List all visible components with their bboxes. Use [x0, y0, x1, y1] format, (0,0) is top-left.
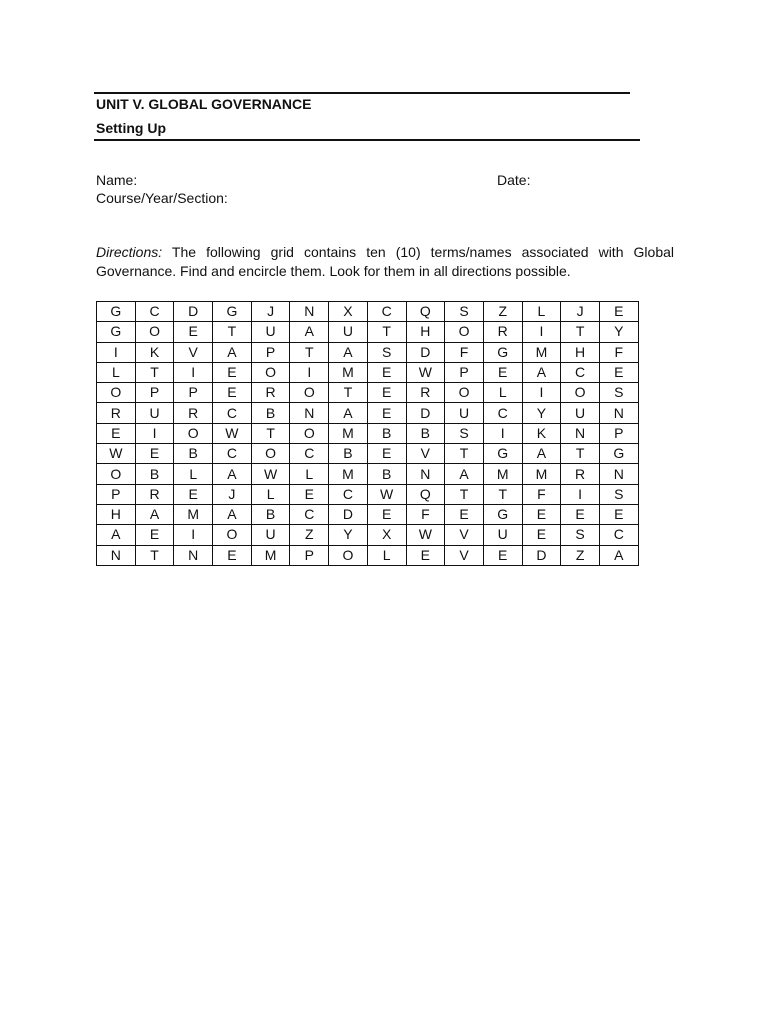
grid-cell[interactable]: W	[97, 444, 136, 464]
grid-cell[interactable]: N	[599, 403, 638, 423]
grid-cell[interactable]: E	[174, 484, 213, 504]
grid-cell[interactable]: V	[445, 525, 484, 545]
grid-cell[interactable]: E	[367, 504, 406, 524]
name-label: Name:	[96, 172, 138, 188]
grid-cell[interactable]: F	[406, 504, 445, 524]
word-search-grid	[96, 301, 639, 566]
grid-cell[interactable]: E	[213, 362, 252, 382]
grid-cell[interactable]: D	[329, 504, 368, 524]
grid-cell[interactable]: U	[329, 322, 368, 342]
grid-row	[97, 383, 639, 403]
grid-cell[interactable]: R	[174, 403, 213, 423]
grid-body	[97, 302, 639, 566]
grid-cell[interactable]: S	[599, 383, 638, 403]
bottom-rule	[94, 139, 640, 141]
grid-cell[interactable]: B	[329, 444, 368, 464]
grid-cell[interactable]: V	[174, 342, 213, 362]
grid-cell[interactable]: R	[135, 484, 174, 504]
grid-cell[interactable]: C	[599, 525, 638, 545]
grid-cell[interactable]: A	[213, 504, 252, 524]
grid-cell[interactable]: U	[251, 525, 290, 545]
grid-cell[interactable]: I	[561, 484, 600, 504]
grid-cell[interactable]: Y	[329, 525, 368, 545]
grid-cell[interactable]: I	[135, 423, 174, 443]
grid-cell[interactable]: L	[522, 302, 561, 322]
grid-row	[97, 545, 639, 565]
grid-cell[interactable]: E	[561, 504, 600, 524]
grid-cell[interactable]: E	[213, 383, 252, 403]
date-label: Date:	[497, 172, 531, 188]
grid-cell[interactable]: A	[135, 504, 174, 524]
grid-cell[interactable]: O	[329, 545, 368, 565]
grid-cell[interactable]: T	[290, 342, 329, 362]
grid-cell[interactable]: C	[290, 504, 329, 524]
grid-cell[interactable]: L	[251, 484, 290, 504]
grid-cell[interactable]: E	[135, 525, 174, 545]
grid-cell[interactable]: I	[174, 525, 213, 545]
grid-cell[interactable]: O	[213, 525, 252, 545]
grid-cell[interactable]: H	[97, 504, 136, 524]
grid-cell[interactable]: O	[174, 423, 213, 443]
grid-cell[interactable]: D	[522, 545, 561, 565]
grid-cell[interactable]: A	[290, 322, 329, 342]
grid-cell[interactable]: C	[290, 444, 329, 464]
grid-row	[97, 484, 639, 504]
grid-cell[interactable]: V	[406, 444, 445, 464]
directions-paragraph	[96, 243, 674, 281]
grid-cell[interactable]: L	[97, 362, 136, 382]
grid-cell[interactable]: T	[213, 322, 252, 342]
grid-cell[interactable]: S	[561, 525, 600, 545]
grid-row	[97, 504, 639, 524]
grid-cell[interactable]: W	[367, 484, 406, 504]
grid-cell[interactable]: S	[445, 423, 484, 443]
grid-cell[interactable]: R	[406, 383, 445, 403]
grid-cell[interactable]: P	[251, 342, 290, 362]
grid-cell[interactable]: G	[97, 322, 136, 342]
grid-cell[interactable]: P	[290, 545, 329, 565]
grid-cell[interactable]: N	[290, 403, 329, 423]
grid-cell[interactable]: O	[135, 322, 174, 342]
grid-cell[interactable]: D	[406, 403, 445, 423]
grid-cell[interactable]: E	[483, 545, 522, 565]
grid-cell[interactable]: T	[445, 444, 484, 464]
grid-cell[interactable]: U	[483, 525, 522, 545]
grid-cell[interactable]: C	[329, 484, 368, 504]
grid-cell[interactable]: E	[367, 444, 406, 464]
grid-row	[97, 362, 639, 382]
grid-cell[interactable]: M	[483, 464, 522, 484]
grid-cell[interactable]: T	[135, 545, 174, 565]
grid-cell[interactable]: E	[290, 484, 329, 504]
grid-cell[interactable]: I	[290, 362, 329, 382]
directions-label: Directions:	[96, 244, 163, 260]
grid-cell[interactable]: L	[483, 383, 522, 403]
grid-row	[97, 403, 639, 423]
grid-cell[interactable]: T	[561, 322, 600, 342]
grid-cell[interactable]: E	[213, 545, 252, 565]
grid-cell[interactable]: C	[135, 302, 174, 322]
grid-cell[interactable]: P	[174, 383, 213, 403]
grid-cell[interactable]: B	[406, 423, 445, 443]
grid-cell[interactable]: W	[406, 362, 445, 382]
grid-cell[interactable]: R	[483, 322, 522, 342]
grid-cell[interactable]: F	[445, 342, 484, 362]
grid-cell[interactable]: O	[290, 383, 329, 403]
grid-cell[interactable]: E	[599, 302, 638, 322]
grid-cell[interactable]: Q	[406, 302, 445, 322]
grid-cell[interactable]: D	[174, 302, 213, 322]
grid-cell[interactable]: I	[97, 342, 136, 362]
grid-cell[interactable]: N	[561, 423, 600, 443]
grid-cell[interactable]: N	[97, 545, 136, 565]
grid-cell[interactable]: S	[367, 342, 406, 362]
grid-cell[interactable]: R	[251, 383, 290, 403]
grid-cell[interactable]: V	[445, 545, 484, 565]
grid-cell[interactable]: R	[561, 464, 600, 484]
grid-cell[interactable]: T	[367, 322, 406, 342]
grid-cell[interactable]: N	[174, 545, 213, 565]
grid-cell[interactable]: X	[367, 525, 406, 545]
grid-cell[interactable]: O	[445, 322, 484, 342]
grid-cell[interactable]: M	[522, 464, 561, 484]
grid-cell[interactable]: E	[406, 545, 445, 565]
grid-cell[interactable]: O	[251, 444, 290, 464]
grid-cell[interactable]: U	[445, 403, 484, 423]
grid-cell[interactable]: E	[445, 504, 484, 524]
grid-cell[interactable]: B	[251, 504, 290, 524]
grid-cell[interactable]: U	[251, 322, 290, 342]
grid-cell[interactable]: M	[522, 342, 561, 362]
grid-cell[interactable]: E	[367, 403, 406, 423]
grid-cell[interactable]: I	[483, 423, 522, 443]
grid-cell[interactable]: G	[97, 302, 136, 322]
grid-cell[interactable]: W	[406, 525, 445, 545]
grid-cell[interactable]: M	[251, 545, 290, 565]
grid-cell[interactable]: A	[213, 464, 252, 484]
grid-cell[interactable]: E	[135, 444, 174, 464]
grid-cell[interactable]: P	[599, 423, 638, 443]
grid-cell[interactable]: C	[561, 362, 600, 382]
grid-cell[interactable]: E	[367, 383, 406, 403]
grid-cell[interactable]: E	[522, 525, 561, 545]
grid-cell[interactable]: F	[599, 342, 638, 362]
grid-cell[interactable]: E	[483, 362, 522, 382]
grid-cell[interactable]: W	[251, 464, 290, 484]
grid-cell[interactable]: P	[97, 484, 136, 504]
grid-cell[interactable]: Y	[522, 403, 561, 423]
course-year-section-label: Course/Year/Section:	[96, 190, 228, 206]
grid-cell[interactable]: A	[522, 444, 561, 464]
grid-cell[interactable]: D	[406, 342, 445, 362]
grid-cell[interactable]: L	[174, 464, 213, 484]
grid-cell[interactable]: B	[251, 403, 290, 423]
grid-cell[interactable]: T	[251, 423, 290, 443]
grid-cell[interactable]: N	[406, 464, 445, 484]
grid-cell[interactable]: J	[561, 302, 600, 322]
grid-cell[interactable]: J	[251, 302, 290, 322]
grid-cell[interactable]: O	[97, 464, 136, 484]
grid-cell[interactable]: J	[213, 484, 252, 504]
grid-cell[interactable]: O	[290, 423, 329, 443]
grid-cell[interactable]: P	[445, 362, 484, 382]
grid-cell[interactable]: H	[406, 322, 445, 342]
grid-cell[interactable]: A	[522, 362, 561, 382]
grid-row	[97, 342, 639, 362]
grid-cell[interactable]: H	[561, 342, 600, 362]
grid-cell[interactable]: S	[445, 302, 484, 322]
grid-cell[interactable]: M	[174, 504, 213, 524]
grid-cell[interactable]: C	[213, 444, 252, 464]
grid-cell[interactable]: C	[213, 403, 252, 423]
grid-cell[interactable]: E	[174, 322, 213, 342]
grid-cell[interactable]: T	[135, 362, 174, 382]
grid-cell[interactable]: N	[599, 464, 638, 484]
grid-cell[interactable]: I	[522, 322, 561, 342]
grid-cell[interactable]: O	[445, 383, 484, 403]
grid-cell[interactable]: A	[329, 403, 368, 423]
grid-cell[interactable]: E	[522, 504, 561, 524]
grid-cell[interactable]: G	[483, 444, 522, 464]
grid-cell[interactable]: K	[522, 423, 561, 443]
grid-cell[interactable]: T	[329, 383, 368, 403]
grid-cell[interactable]: C	[483, 403, 522, 423]
grid-cell[interactable]: E	[599, 362, 638, 382]
grid-cell[interactable]: Z	[561, 545, 600, 565]
grid-cell[interactable]: B	[174, 444, 213, 464]
grid-cell[interactable]: I	[522, 383, 561, 403]
grid-row	[97, 464, 639, 484]
grid-cell[interactable]: O	[251, 362, 290, 382]
grid-cell[interactable]: E	[599, 504, 638, 524]
grid-cell[interactable]: W	[213, 423, 252, 443]
grid-cell[interactable]: T	[483, 484, 522, 504]
grid-cell[interactable]: Q	[406, 484, 445, 504]
grid-cell[interactable]: A	[213, 342, 252, 362]
top-rule	[94, 92, 630, 94]
grid-cell[interactable]: E	[97, 423, 136, 443]
grid-row	[97, 525, 639, 545]
grid-cell[interactable]: T	[561, 444, 600, 464]
grid-cell[interactable]: M	[329, 423, 368, 443]
grid-cell[interactable]: P	[135, 383, 174, 403]
grid-cell[interactable]: Z	[483, 302, 522, 322]
grid-row	[97, 302, 639, 322]
grid-cell[interactable]: O	[97, 383, 136, 403]
grid-cell[interactable]: A	[97, 525, 136, 545]
grid-cell[interactable]: L	[290, 464, 329, 484]
grid-cell[interactable]: T	[445, 484, 484, 504]
grid-cell[interactable]: R	[97, 403, 136, 423]
grid-cell[interactable]: Z	[290, 525, 329, 545]
grid-cell[interactable]: U	[135, 403, 174, 423]
grid-row	[97, 322, 639, 342]
unit-title: UNIT V. GLOBAL GOVERNANCE	[96, 96, 312, 112]
grid-row	[97, 444, 639, 464]
directions-text: The following grid contains ten (10) terms/names associated with Global Governance. Find and encircle them. Look for them in all directions possible.	[96, 244, 674, 279]
grid-cell[interactable]: G	[599, 444, 638, 464]
grid-cell[interactable]: I	[174, 362, 213, 382]
grid-cell[interactable]: X	[329, 302, 368, 322]
grid-cell[interactable]: O	[561, 383, 600, 403]
grid-cell[interactable]: A	[599, 545, 638, 565]
grid-cell[interactable]: C	[367, 302, 406, 322]
grid-cell[interactable]: G	[213, 302, 252, 322]
grid-cell[interactable]: F	[522, 484, 561, 504]
grid-cell[interactable]: G	[483, 342, 522, 362]
grid-cell[interactable]: N	[290, 302, 329, 322]
grid-cell[interactable]: M	[329, 464, 368, 484]
grid-cell[interactable]: Y	[599, 322, 638, 342]
section-subtitle: Setting Up	[96, 120, 166, 136]
grid-cell[interactable]: U	[561, 403, 600, 423]
grid-cell[interactable]: B	[367, 423, 406, 443]
grid-row	[97, 423, 639, 443]
grid-cell[interactable]: E	[367, 362, 406, 382]
grid-cell[interactable]: A	[445, 464, 484, 484]
grid-cell[interactable]: S	[599, 484, 638, 504]
grid-cell[interactable]: B	[367, 464, 406, 484]
grid-cell[interactable]: B	[135, 464, 174, 484]
grid-cell[interactable]: G	[483, 504, 522, 524]
grid-cell[interactable]: A	[329, 342, 368, 362]
grid-cell[interactable]: M	[329, 362, 368, 382]
grid-cell[interactable]: K	[135, 342, 174, 362]
grid-cell[interactable]: L	[367, 545, 406, 565]
